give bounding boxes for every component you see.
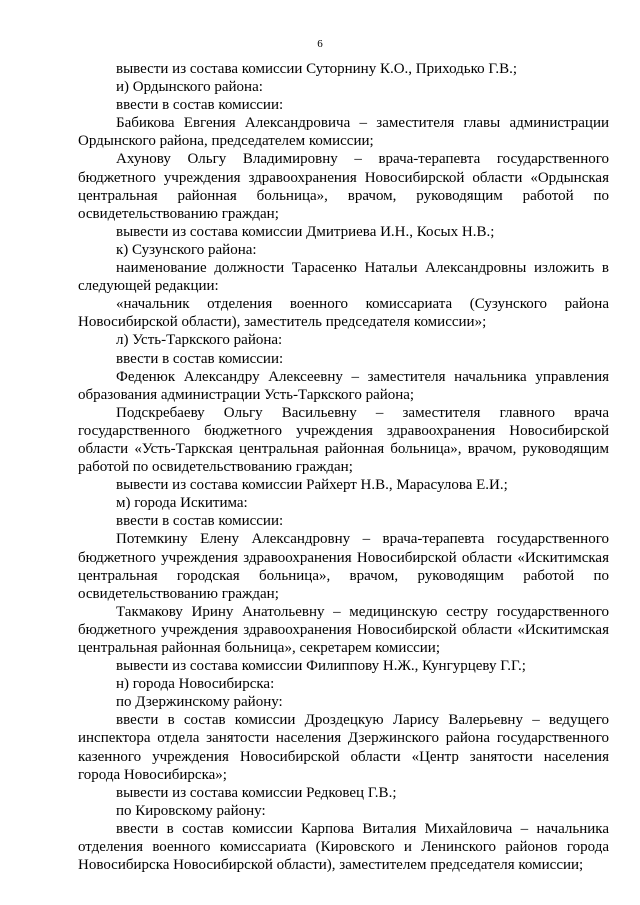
- paragraph: по Дзержинскому району:: [116, 694, 283, 711]
- paragraph: к) Сузунского района:: [116, 241, 257, 258]
- document-body: [78, 60, 609, 874]
- paragraph: Феденюк Александру Алексеевну – заместителя начальника управления образования администрации Усть-Таркского района;: [78, 368, 609, 403]
- paragraph: вывести из состава комиссии Филиппову Н.Ж., Кунгурцеву Г.Г.;: [116, 658, 526, 675]
- paragraph: вывести из состава комиссии Редковец Г.В.;: [116, 784, 397, 801]
- paragraph: вывести из состава комиссии Райхерт Н.В., Марасулова Е.И.;: [116, 477, 508, 494]
- paragraph: «начальник отделения военного комиссариата (Сузунского района Новосибирской области), заместитель председателя комиссии»;: [78, 296, 609, 331]
- paragraph: наименование должности Тарасенко Натальи Александровны изложить в следующей редакции:: [78, 260, 609, 295]
- paragraph: ввести в состав комиссии:: [116, 513, 284, 530]
- paragraph: Бабикова Евгения Александровича – заместителя главы администрации Ордынского района, председателем комиссии;: [78, 115, 609, 150]
- paragraph: Ахунову Ольгу Владимировну – врача-терапевта государственного бюджетного учреждения здравоохранения Новосибирской области «Ордынская центральная районная больница», врачом, руководящим работой по освидетельствованию граждан;: [78, 151, 609, 222]
- paragraph: Подскребаеву Ольгу Васильевну – заместителя главного врача государственного бюджетного учреждения здравоохранения Новосибирской области «Усть-Таркская центральная районная больница», врачом, руководящим работой по освидетельствованию граждан;: [78, 404, 609, 476]
- paragraph: Потемкину Елену Александровну – врача-терапевта государственного бюджетного учреждения здравоохранения Новосибирской области «Искитимская центральная городская больница», врачом, руководящим работой по освидетельствованию граждан;: [78, 531, 609, 602]
- page-number: 6: [317, 38, 323, 50]
- paragraph: и) Ордынского района:: [116, 79, 263, 96]
- paragraph: ввести в состав комиссии Дроздецкую Ларису Валерьевну – ведущего инспектора отдела занятости населения Дзержинского района государственного казенного учреждения Новосибирской области «Центр занятости населения города Новосибирска»;: [78, 712, 609, 783]
- paragraph: н) города Новосибирска:: [116, 676, 275, 693]
- paragraph: Такмакову Ирину Анатольевну – медицинскую сестру государственного бюджетного учреждения здравоохранения Новосибирской области «Искитимская центральная районная больница», секретарем комиссии;: [78, 603, 609, 656]
- paragraph: ввести в состав комиссии:: [116, 350, 284, 367]
- paragraph: ввести в состав комиссии Карпова Виталия Михайловича – начальника отделения военного комиссариата (Кировского и Ленинского районов города Новосибирска Новосибирской области), заместителем председателя комиссии;: [78, 820, 609, 874]
- paragraph: ввести в состав комиссии:: [116, 97, 284, 114]
- paragraph: л) Усть-Таркского района:: [116, 332, 283, 349]
- paragraph: по Кировскому району:: [116, 802, 266, 819]
- paragraph: вывести из состава комиссии Дмитриева И.Н., Косых Н.В.;: [116, 223, 495, 240]
- paragraph: вывести из состава комиссии Суторнину К.О., Приходько Г.В.;: [116, 61, 518, 77]
- paragraph: м) города Искитима:: [116, 495, 248, 512]
